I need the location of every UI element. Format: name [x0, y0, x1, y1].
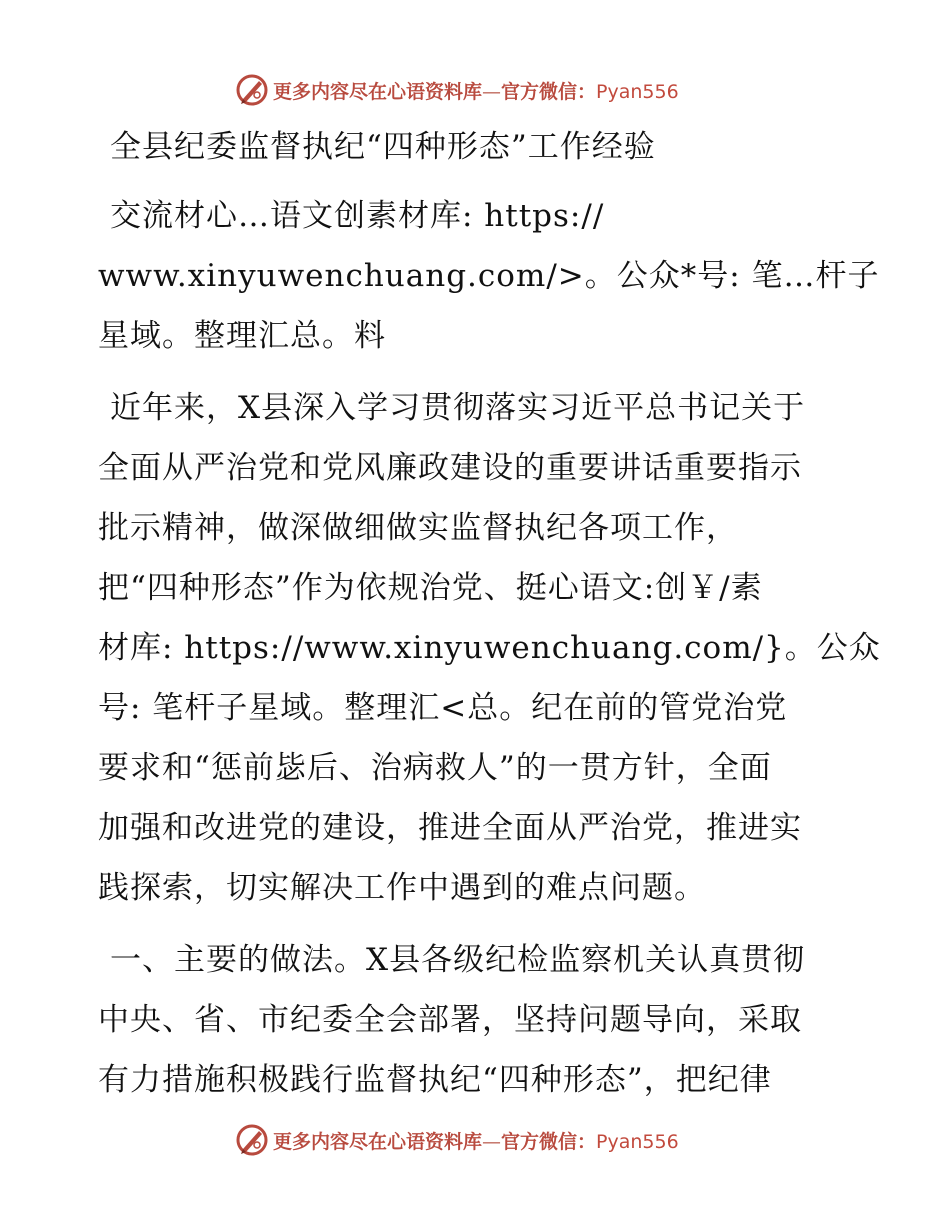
paragraph-line: 践探索，切实解决工作中遇到的难点问题。: [98, 870, 706, 906]
paragraph-line: 有力措施积极践行监督执纪“四种形态”，把纪律: [98, 1062, 772, 1098]
paragraph-line: 中央、省、市纪委全会部署，坚持问题导向，采取: [98, 1002, 802, 1038]
paragraph-line: 一、主要的做法。X县各级纪检监察机关认真贯彻: [110, 942, 806, 978]
paragraph-intro: [98, 378, 881, 918]
document-body: [98, 118, 881, 1110]
paragraph-source-note: [98, 186, 880, 366]
pen-logo-icon: [235, 1123, 269, 1157]
paragraph-section-one: [98, 930, 858, 1110]
paragraph-line: 材库: https://www.xinyuwenchuang.com/}。公众: [98, 630, 881, 666]
watermark-text: 更多内容尽在心语资料库—官方微信：Pyan556: [273, 80, 679, 103]
document-title: 全县纪委监督执纪“四种形态”工作经验: [110, 129, 656, 165]
paragraph-line: 交流材心…语文创素材库: https://: [110, 198, 605, 234]
paragraph-line: www.xinyuwenchuang.com/>。公众*号: 笔…杆子: [98, 258, 880, 294]
watermark-text: 更多内容尽在心语资料库—官方微信：Pyan556: [273, 1130, 679, 1153]
paragraph-line: 把“四种形态”作为依规治党、挺心语文:创￥/素: [98, 570, 763, 606]
paragraph-line: 批示精神，做深做细做实监督执纪各项工作，: [98, 510, 738, 546]
paragraph-line: 全面从严治党和党风廉政建设的重要讲话重要指示: [98, 450, 802, 486]
paragraph-line: 号: 笔杆子星域。整理汇<总。纪在前的管党治党: [98, 690, 788, 726]
paragraph-line: 加强和改进党的建设，推进全面从严治党，推进实: [98, 810, 802, 846]
pen-logo-icon: [235, 73, 269, 107]
paragraph-line: 星域。整理汇总。料: [98, 318, 386, 354]
header-watermark: [235, 70, 679, 110]
paragraph-line: 近年来，X县深入学习贯彻落实习近平总书记关于: [110, 390, 806, 426]
footer-watermark: [235, 1120, 679, 1160]
paragraph-line: 要求和“惩前毖后、治病救人”的一贯方针，全面: [98, 750, 772, 786]
